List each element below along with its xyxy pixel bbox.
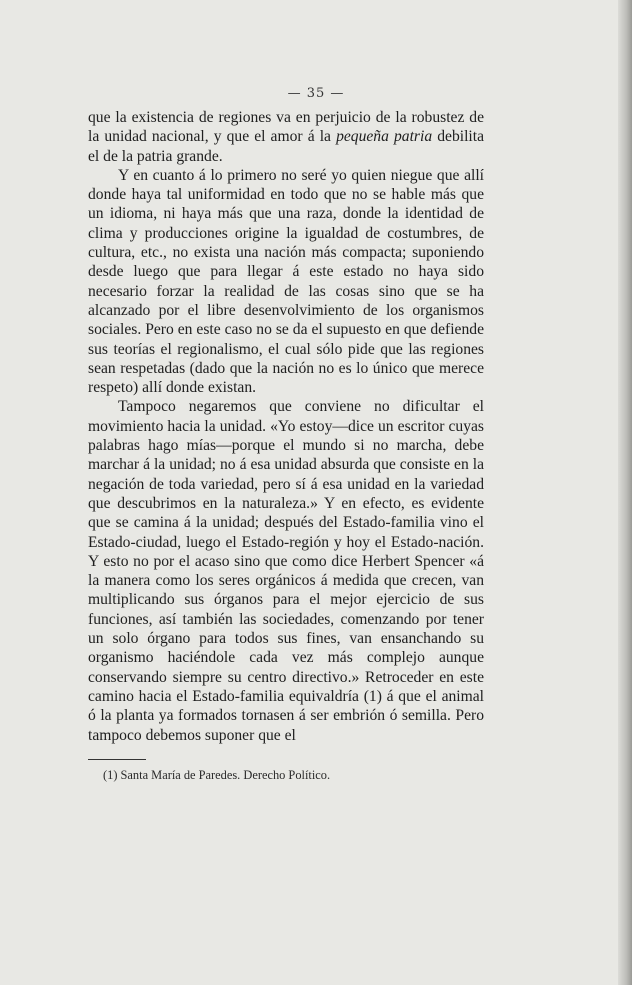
body-text xyxy=(88,108,484,745)
footnote-divider xyxy=(88,759,146,760)
paragraph-1-start: que la existencia de regiones va en perjuicio de la robustez de la unidad nacional, y que el amor á la xyxy=(88,109,484,146)
page-edge-shadow xyxy=(618,0,632,985)
paragraph-2: Y en cuanto á lo primero no seré yo quien niegue que allí donde haya tal uniformidad en todo que no se hable más que un idioma, ni haya más que una raza, donde la identidad de clima y producciones origine la igualdad de costumbres, de cultura, etc., no exista una nación más compacta; suponiendo desde luego que para llegar á este estado no haya sido necesario forzar la realidad de las cosas sino que se ha alcanzado por el libre desenvolvimiento de los organismos sociales. Pero en este caso no se da el supuesto en que defiende sus teorías el regionalismo, el cual sólo pide que las regiones sean respetadas (dado que la nación no es lo único que merece respeto) allí donde existan. xyxy=(88,166,484,397)
paragraph-1-italic: pequeña patria xyxy=(336,128,433,146)
paragraph-1 xyxy=(88,108,484,166)
footnote: (1) Santa María de Paredes. Derecho Político. xyxy=(103,768,331,782)
paragraph-1-end: debilita el de la patria grande. xyxy=(88,128,485,165)
paragraph-3: Tampoco negaremos que conviene no dificultar el movimiento hacia la unidad. «Yo estoy—dice un escritor cuyas palabras hago mías—porque el mundo si no marcha, debe marchar á la unidad; no á esa unidad absurda que consiste en la negación de toda variedad, pero sí á esa unidad en la variedad que descubrimos en la naturaleza.» Y en efecto, es evidente que se camina á la unidad; después del Estado-familia vino el Estado-ciudad, luego el Estado-región y hoy el Estado-nación. Y esto no por el acaso sino que como dice Herbert Spencer «á la manera como los seres orgánicos á medida que crecen, van multiplicando sus órganos para el mejor ejercicio de sus funciones, así también las sociedades, comenzando por tener un solo órgano para todos sus fines, van ensanchando su organismo haciéndole cada vez más complejo aunque conservando siempre su centro directivo.» Retroceder en este camino hacia el Estado-familia equivaldría (1) á que el animal ó la planta ya formados tornasen á ser embrión ó semilla. Pero tampoco debemos suponer que el xyxy=(88,398,484,744)
page-number: — 35 — xyxy=(287,86,345,101)
